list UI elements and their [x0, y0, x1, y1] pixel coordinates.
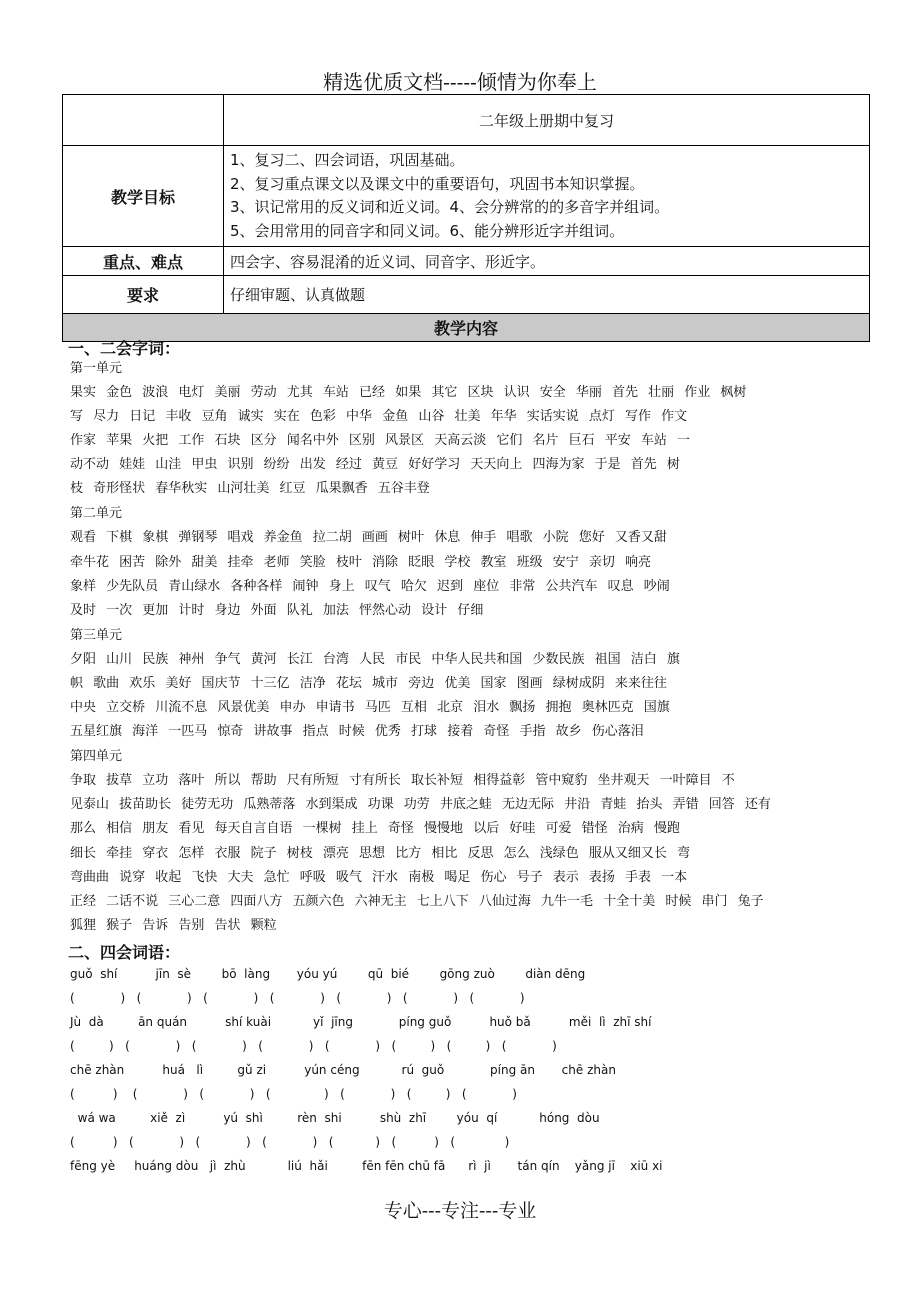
goals-label: 教学目标	[63, 146, 224, 247]
word-line: 细长 牵挂 穿衣 怎样 衣服 院子 树枝 漂亮 思想 比方 相比 反思 怎么 浅绿色 服从又细又长 弯	[70, 845, 690, 861]
answer-blanks-row[interactable]: ( ) ( ) ( ) ( ) ( ) ( ) ( )	[70, 1087, 517, 1101]
word-line: 观看 下棋 象棋 弹钢琴 唱戏 养金鱼 拉二胡 画画 树叶 休息 伸手 唱歌 小院 您好 又香又甜	[70, 530, 667, 546]
plan-title: 二年级上册期中复习	[224, 95, 870, 146]
pinyin-row: guǒ shí jīn sè bō làng yóu yú qū bié gōng zuò diàn dēng	[70, 967, 586, 981]
vocab-list	[70, 356, 866, 938]
pinyin-row: Jù dà ān quán shí kuài yǐ jīng píng guǒ huǒ bǎ měi lì zhī shí	[70, 1015, 652, 1029]
word-line: 象样 少先队员 青山绿水 各种各样 闹钟 身上 叹气 哈欠 迟到 座位 非常 公共汽车 叹息 吵闹	[70, 578, 670, 594]
word-line: 动不动 娃娃 山洼 甲虫 识别 纷纷 出发 经过 黄豆 好好学习 天天向上 四海为家 于是 首先 树	[70, 457, 680, 473]
key-text: 四会字、容易混淆的近义词、同音字、形近字。	[224, 247, 870, 276]
word-line: 正经 二话不说 三心二意 四面八方 五颜六色 六神无主 七上八下 八仙过海 九牛一毛 十全十美 时候 串门 兔子	[70, 893, 764, 909]
lesson-plan-table	[62, 94, 870, 342]
word-line: 作家 苹果 火把 工作 石块 区分 闻名中外 区别 风景区 天高云淡 它们 名片 巨石 平安 车站 一	[70, 433, 690, 449]
pinyin-exercise	[70, 962, 870, 1178]
word-line: 夕阳 山川 民族 神州 争气 黄河 长江 台湾 人民 市民 中华人民共和国 少数民族 祖国 洁白 旗	[70, 651, 680, 667]
word-line: 五星红旗 海洋 一匹马 惊奇 讲故事 指点 时候 优秀 打球 接着 奇怪 手指 故乡 伤心落泪	[70, 724, 644, 740]
answer-blanks-row[interactable]: ( ) ( ) ( ) ( ) ( ) ( ) ( )	[70, 991, 525, 1005]
content-bar: 教学内容	[63, 314, 870, 342]
pinyin-row: fēng yè huáng dòu jì zhù liú hǎi fēn fēn chū fā rì jì tán qín yǎng jī xiū xi	[70, 1159, 663, 1173]
word-line: 牵牛花 困苦 除外 甜美 挂牵 老师 笑脸 枝叶 消除 眨眼 学校 教室 班级 安宁 亲切 响亮	[70, 554, 651, 570]
answer-blanks-row[interactable]: ( ) ( ) ( ) ( ) ( ) ( ) ( ) ( )	[70, 1039, 557, 1053]
word-line: 弯曲曲 说穿 收起 飞快 大夫 急忙 呼吸 吸气 汗水 南极 喝足 伤心 号子 表示 表扬 手表 一本	[70, 869, 688, 885]
word-line: 见泰山 拔苗助长 徒劳无功 瓜熟蒂落 水到渠成 功课 功劳 井底之蛙 无边无际 井沿 青蛙 抬头 弄错 回答 还有	[70, 797, 771, 813]
key-label: 重点、难点	[63, 247, 224, 276]
answer-blanks-row[interactable]: ( ) ( ) ( ) ( ) ( ) ( ) ( )	[70, 1135, 510, 1149]
word-line: 帜 歌曲 欢乐 美好 国庆节 十三亿 洁净 花坛 城市 旁边 优美 国家 图画 绿树成阴 来来往往	[70, 675, 667, 691]
word-line: 写 尽力 日记 丰收 豆角 诚实 实在 色彩 中华 金鱼 山谷 壮美 年华 实话实说 点灯 写作 作文	[70, 409, 688, 425]
word-line: 及时 一次 更加 计时 身边 外面 队礼 加法 怦然心动 设计 仔细	[70, 602, 484, 618]
section1-heading: 一、二会字词：	[68, 339, 181, 358]
goals-cell	[224, 146, 870, 247]
unit-title: 第三单元	[70, 627, 123, 643]
unit-title: 第一单元	[70, 361, 123, 376]
goal-line: 5、会用常用的同音字和同义词。6、能分辨形近字并组词。	[230, 221, 625, 240]
footer: 专心---专注---专业	[383, 1200, 537, 1222]
goal-line: 2、复习重点课文以及课文中的重要语句，巩固书本知识掌握。	[230, 174, 645, 193]
empty-label-cell	[63, 95, 224, 146]
word-line: 那么 相信 朋友 看见 每天自言自语 一棵树 挂上 奇怪 慢慢地 以后 好哇 可爱 错怪 治病 慢跑	[70, 821, 680, 837]
word-line: 果实 金色 波浪 电灯 美丽 劳动 尤其 车站 已经 如果 其它 区块 认识 安全 华丽 首先 壮丽 作业 枫树	[70, 385, 747, 400]
goal-line: 1、复习二、四会词语，巩固基础。	[230, 151, 465, 169]
unit-title: 第四单元	[70, 749, 123, 765]
goal-line: 3、识记常用的反义词和近义词。4、会分辨常的的多音字并组词。	[230, 198, 670, 216]
header-banner: 精选优质文档-----倾情为你奉上	[323, 70, 597, 94]
section2-heading: 二、四会词语：	[68, 943, 181, 962]
requirement-label: 要求	[63, 276, 224, 314]
word-line: 中央 立交桥 川流不息 风景优美 申办 申请书 马匹 互相 北京 泪水 飘扬 拥抱 奥林匹克 国旗	[70, 700, 670, 716]
word-line: 狐狸 猴子 告诉 告别 告状 颗粒	[70, 917, 277, 933]
word-line: 争取 拔草 立功 落叶 所以 帮助 尺有所短 寸有所长 取长补短 相得益彰 管中窥豹 坐井观天 一叶障目 不	[70, 773, 735, 789]
pinyin-row: chē zhàn huá lì gǔ zi yún céng rú guǒ píng ān chē zhàn	[70, 1063, 616, 1077]
requirement-text: 仔细审题、认真做题	[224, 276, 870, 314]
word-line: 枝 奇形怪状 春华秋实 山河壮美 红豆 瓜果飘香 五谷丰登	[70, 481, 430, 497]
pinyin-row: wá wa xiě zì yú shì rèn shi shù zhī yóu qí hóng dòu	[70, 1111, 600, 1125]
unit-title: 第二单元	[70, 506, 123, 522]
